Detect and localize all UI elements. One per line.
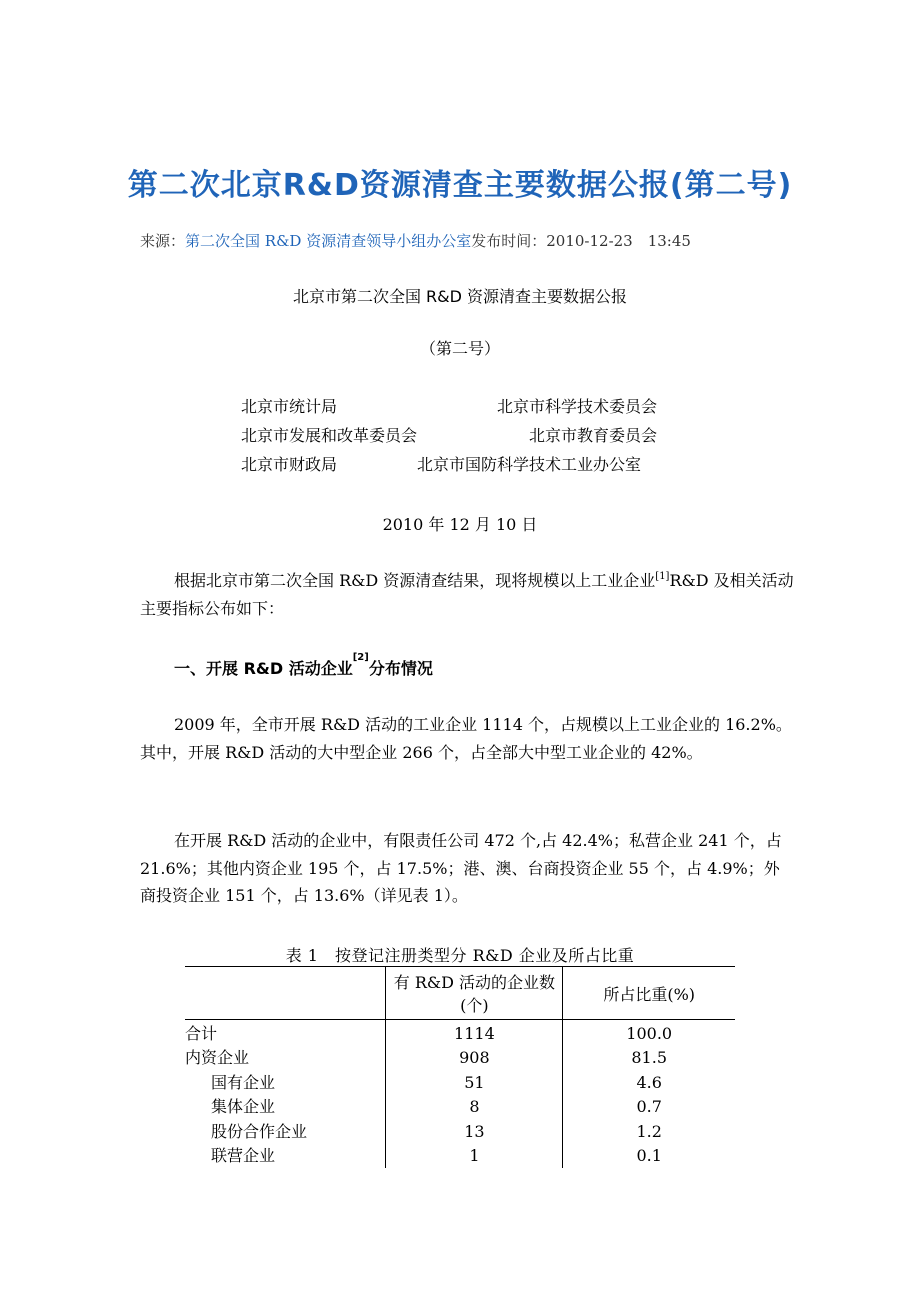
agency-defense-office: 北京市国防科学技术工业办公室 (417, 455, 642, 474)
agency-finance-bureau: 北京市财政局 (241, 455, 338, 474)
footnote-ref-1[interactable]: [1] (655, 571, 670, 582)
row-label: 合计 (185, 1024, 218, 1043)
row-share: 1.2 (563, 1120, 735, 1144)
row-share: 100.0 (563, 1020, 735, 1047)
row-share: 4.6 (563, 1071, 735, 1095)
row-label: 国有企业 (211, 1072, 276, 1092)
row-count: 51 (386, 1071, 563, 1095)
table-row (185, 1095, 735, 1119)
row-share: 0.7 (563, 1095, 735, 1119)
intro-text-1: 根据北京市第二次全国 R&D 资源清查结果，现将规模以上工业企业 (174, 571, 656, 590)
row-count: 1114 (386, 1020, 563, 1047)
table-header-row (185, 967, 735, 1020)
section-text-2: 分布情况 (368, 659, 433, 678)
row-count: 1 (386, 1144, 563, 1168)
row-share: 0.1 (563, 1144, 735, 1168)
row-label: 内资企业 (185, 1048, 250, 1068)
section-heading-1 (174, 652, 433, 679)
row-label: 集体企业 (211, 1097, 276, 1117)
agency-education-commission: 北京市教育委员会 (529, 426, 658, 445)
paragraph-enterprise-count: 2009 年，全市开展 R&D 活动的工业企业 1114 个，占规模以上工业企业的 16.2%。其中，开展 R&D 活动的大中型企业 266 个，占全部大中型工业企业的 42%。 (140, 715, 792, 762)
row-label: 股份合作企业 (211, 1121, 308, 1141)
paragraph-enterprise-types: 在开展 R&D 活动的企业中，有限责任公司 472 个,占 42.4%；私营企业 241 个，占 21.6%；其他内资企业 195 个，占 17.5%；港、澳、台商投资企业 55 个，占 4.9%；外商投资企业 151 个，占 13.6%（详见表 1）。 (140, 831, 782, 905)
table-caption: 表 1 按登记注册类型分 R&D 企业及所占比重 (285, 946, 635, 965)
row-label: 联营企业 (211, 1146, 276, 1166)
table-row (185, 1120, 735, 1144)
source-line (140, 230, 691, 251)
agency-science-commission: 北京市科学技术委员会 (497, 397, 658, 416)
row-count: 908 (386, 1046, 563, 1070)
report-title: 北京市第二次全国 R&D 资源清查主要数据公报 (292, 287, 628, 306)
intro-text-2: R&D 及相关活动主要指标公布如下： (140, 571, 794, 618)
header-enterprise-count: 有 R&D 活动的企业数(个) (386, 967, 563, 1020)
footnote-ref-2[interactable]: [2] (352, 652, 369, 663)
table-row (185, 1046, 735, 1070)
page-title: 第二次北京R&D资源清查主要数据公报(第二号) (127, 168, 793, 203)
report-date: 2010 年 12 月 10 日 (382, 515, 538, 534)
publish-time: 发布时间：2010-12-23 13:45 (471, 232, 691, 250)
row-count: 13 (386, 1120, 563, 1144)
issue-number: （第二号） (419, 339, 500, 358)
data-table (185, 966, 735, 1168)
header-category (185, 967, 386, 1020)
table-row (185, 1020, 735, 1047)
agency-development-commission: 北京市发展和改革委员会 (241, 426, 418, 445)
source-label: 来源： (140, 232, 186, 250)
source-org-link[interactable]: 第二次全国 R&D 资源清查领导小组办公室 (185, 232, 472, 250)
intro-paragraph (140, 567, 795, 622)
header-share: 所占比重(%) (563, 967, 735, 1020)
section-text-1: 一、开展 R&D 活动企业 (174, 659, 353, 678)
row-share: 81.5 (563, 1046, 735, 1070)
agency-statistics-bureau: 北京市统计局 (241, 397, 338, 416)
table-row (185, 1144, 735, 1168)
row-count: 8 (386, 1095, 563, 1119)
table-row (185, 1071, 735, 1095)
